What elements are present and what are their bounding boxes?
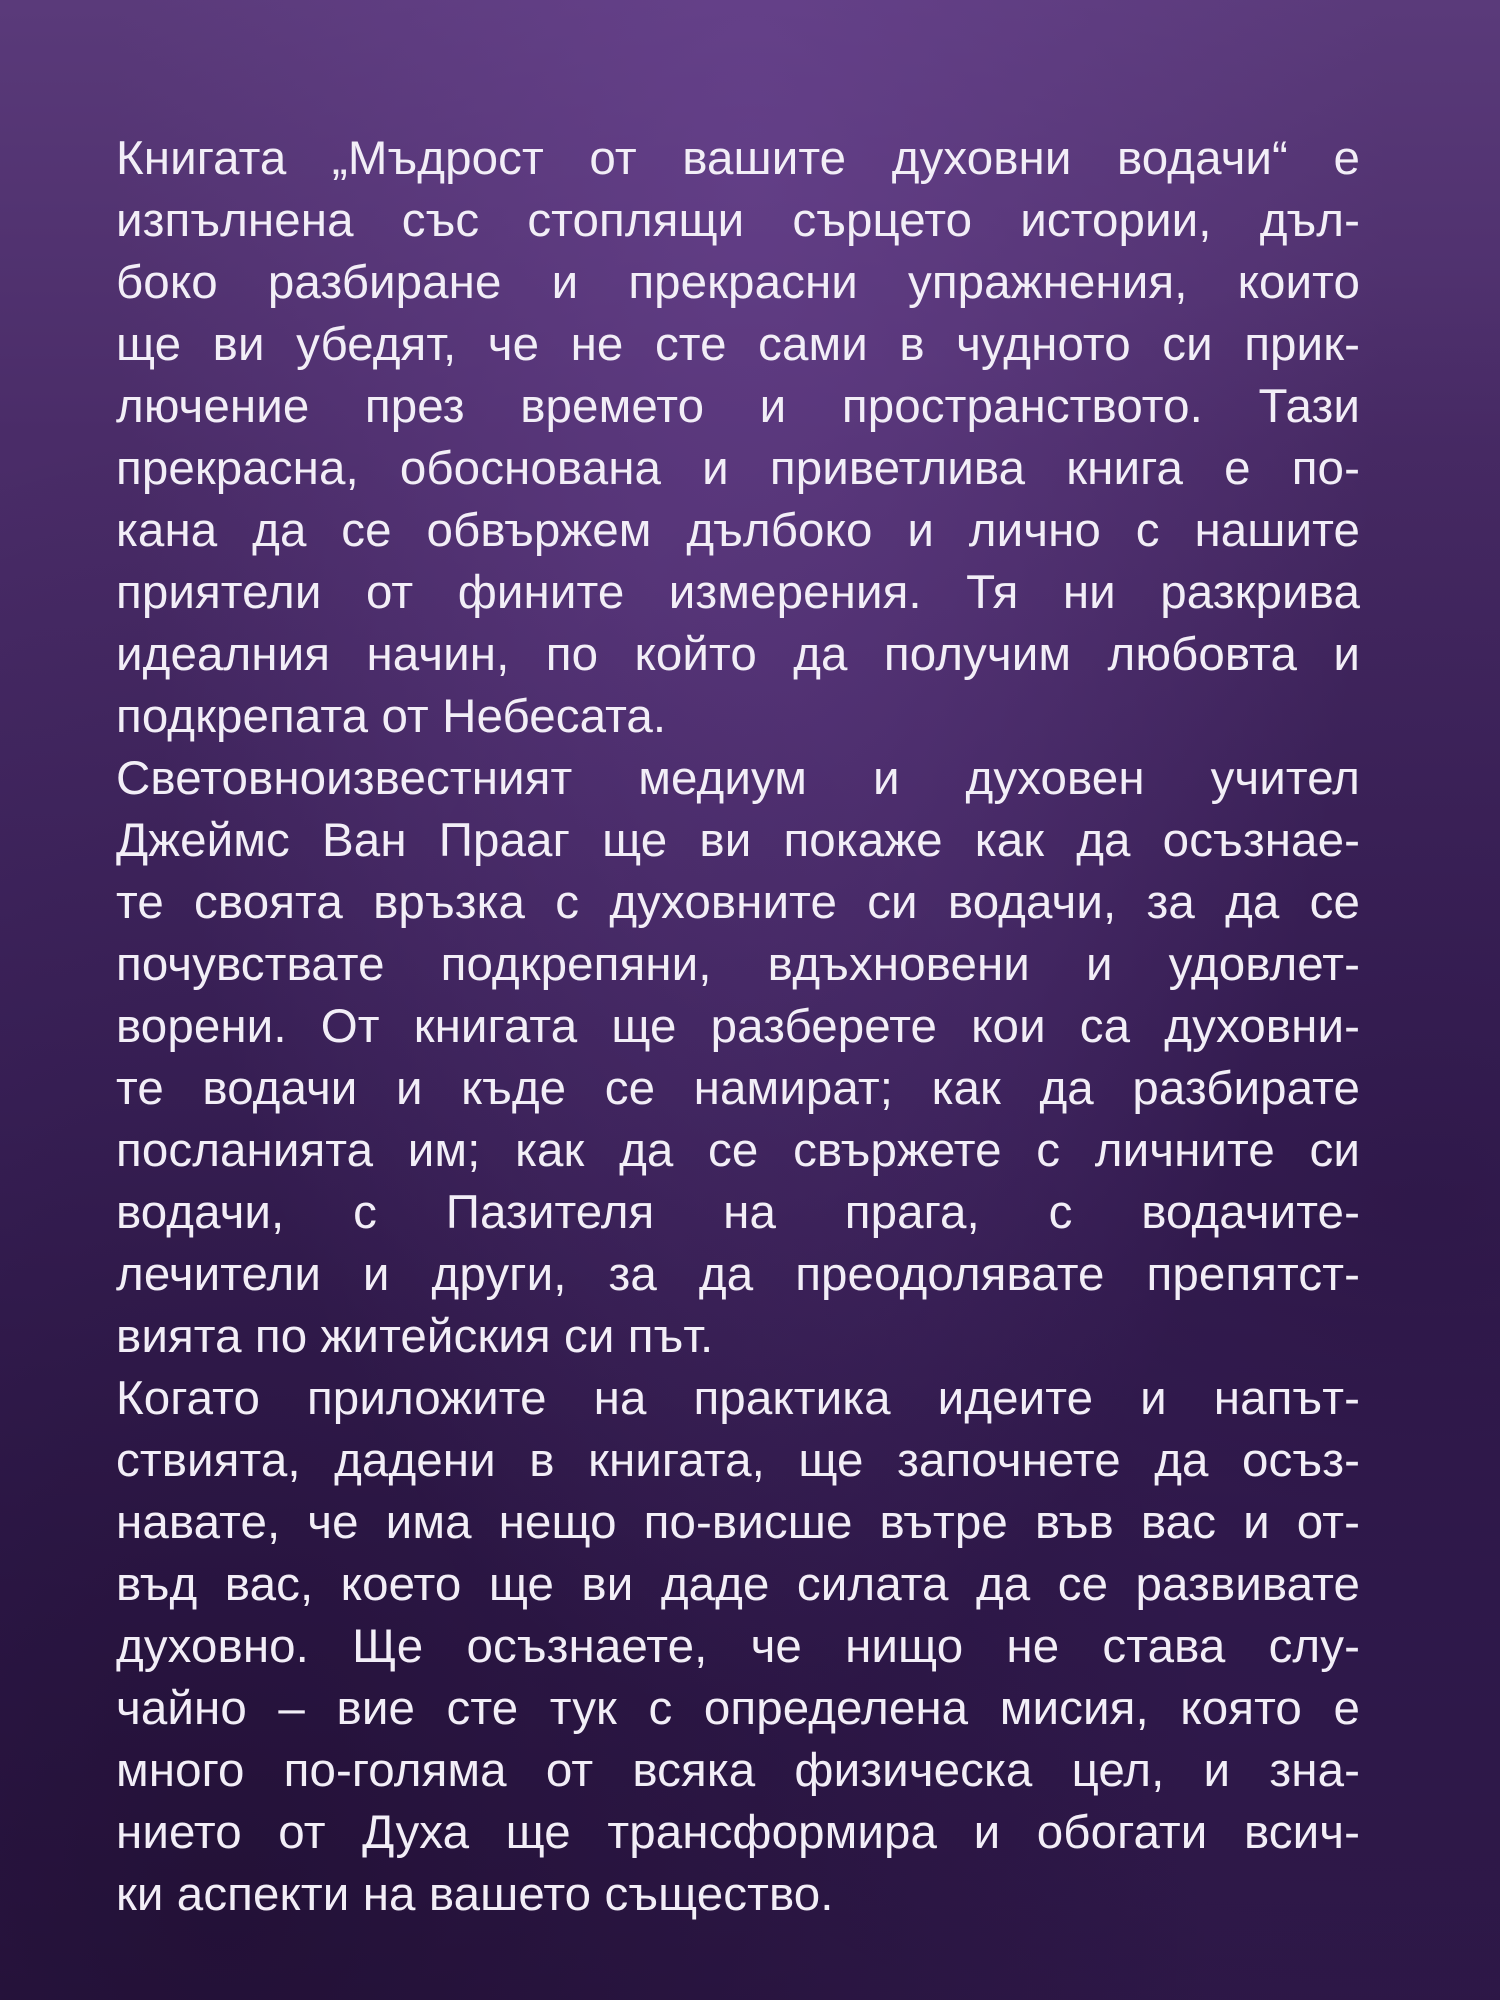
text-line: ворени. От книгата ще разберете кои са духовни- [116,1000,1360,1053]
text-line: ствията, дадени в книгата, ще започнете да осъз- [116,1434,1360,1487]
text-line: навате, че има нещо по-висше вътре във вас и от- [116,1496,1360,1549]
text-line: вията по житейския си път. [116,1310,714,1363]
text-line: нието от Духа ще трансформира и обогати всич- [116,1806,1360,1859]
description-paragraph-2 [116,748,1360,1368]
text-line: въд вас, което ще ви даде силата да се развивате [116,1558,1360,1611]
text-line: ще ви убедят, че не сте сами в чудното си прик- [116,318,1360,371]
text-line: идеалния начин, по който да получим любовта и [116,628,1360,681]
text-line: духовно. Ще осъзнаете, че нищо не става слу- [116,1620,1360,1673]
text-line: посланията им; как да се свържете с личните си [116,1124,1360,1177]
text-line: боко разбиране и прекрасни упражнения, които [116,256,1360,309]
text-line: лючение през времето и пространството. Тази [116,380,1360,433]
description-paragraph-1 [116,128,1360,748]
book-description [116,128,1360,1926]
text-line: Когато приложите на практика идеите и напът- [116,1372,1360,1425]
text-line: прекрасна, обоснована и приветлива книга е по- [116,442,1360,495]
text-line: почувствате подкрепяни, вдъхновени и удовлет- [116,938,1360,991]
description-paragraph-3 [116,1368,1360,1926]
text-line: ки аспекти на вашето същество. [116,1868,834,1921]
text-line: лечители и други, за да преодолявате препятст- [116,1248,1360,1301]
text-line: изпълнена със стоплящи сърцето истории, дъл- [116,194,1360,247]
text-line: чайно – вие сте тук с определена мисия, която е [116,1682,1360,1735]
text-line: кана да се обвържем дълбоко и лично с нашите [116,504,1360,557]
text-line: много по-голяма от всяка физическа цел, и зна- [116,1744,1360,1797]
text-line: приятели от фините измерения. Тя ни разкрива [116,566,1360,619]
text-line: водачи, с Пазителя на прага, с водачите- [116,1186,1360,1239]
text-line: подкрепата от Небесата. [116,690,667,743]
text-line: Световноизвестният медиум и духовен учител [116,752,1360,805]
text-line: те своята връзка с духовните си водачи, за да се [116,876,1360,929]
text-line: те водачи и къде се намират; как да разбирате [116,1062,1360,1115]
text-line: Джеймс Ван Прааг ще ви покаже как да осъзнае- [116,814,1360,867]
text-line: Книгата „Мъдрост от вашите духовни водачи“ е [116,132,1360,185]
